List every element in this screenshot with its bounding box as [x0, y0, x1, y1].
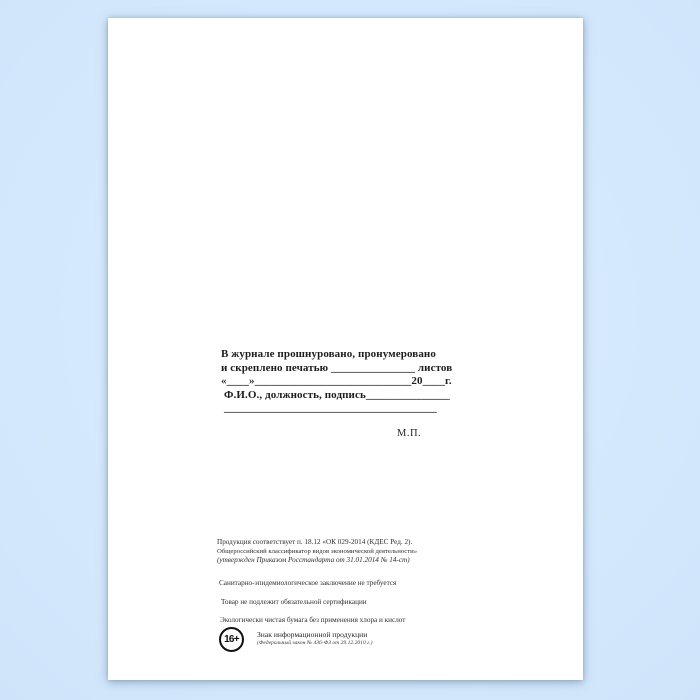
compliance-approval-line: (утвержден Приказом Росстандарта от 31.01.2014 № 14-ст) — [217, 556, 410, 564]
binding-line-name-position-signature: Ф.И.О., должность, подпись_______________ — [224, 388, 450, 401]
binding-line-blank: ______________________________________ — [224, 402, 437, 415]
binding-line-sealed-sheets: и скреплено печатью _______________ листов — [221, 361, 453, 374]
note-certification: Товар не подлежит обязательной сертификации — [221, 598, 367, 606]
note-sanitary: Санитарно-эпидемиологическое заключение не требуется — [219, 579, 397, 587]
compliance-classifier-line: Общероссийский классификатор видов экономической деятельности» — [217, 547, 418, 555]
binding-line-date: «____»____________________________20____г. — [221, 375, 452, 388]
note-eco-paper: Экологически чистая бумага без применения хлора и кислот — [220, 616, 406, 624]
document-page — [108, 18, 583, 680]
stamp-place-label: М.П. — [397, 428, 422, 439]
compliance-standard-line: Продукция соответствует п. 18.12 «ОК 029-2014 (КДЕС Ред. 2). — [217, 538, 413, 546]
binding-line-sheets-numbered: В журнале прошнуровано, пронумеровано — [221, 348, 436, 360]
age-mark-law-reference: (Федеральный закон № 436-ФЗ от 29.12.2010 г.) — [257, 640, 373, 646]
compliance-block — [217, 538, 417, 565]
age-mark-title: Знак информационной продукции — [257, 630, 368, 639]
age-rating-mark — [219, 627, 373, 652]
age-16plus-icon: 16+ — [219, 627, 244, 652]
binding-certification-block — [221, 348, 551, 416]
age-mark-text — [257, 627, 373, 647]
